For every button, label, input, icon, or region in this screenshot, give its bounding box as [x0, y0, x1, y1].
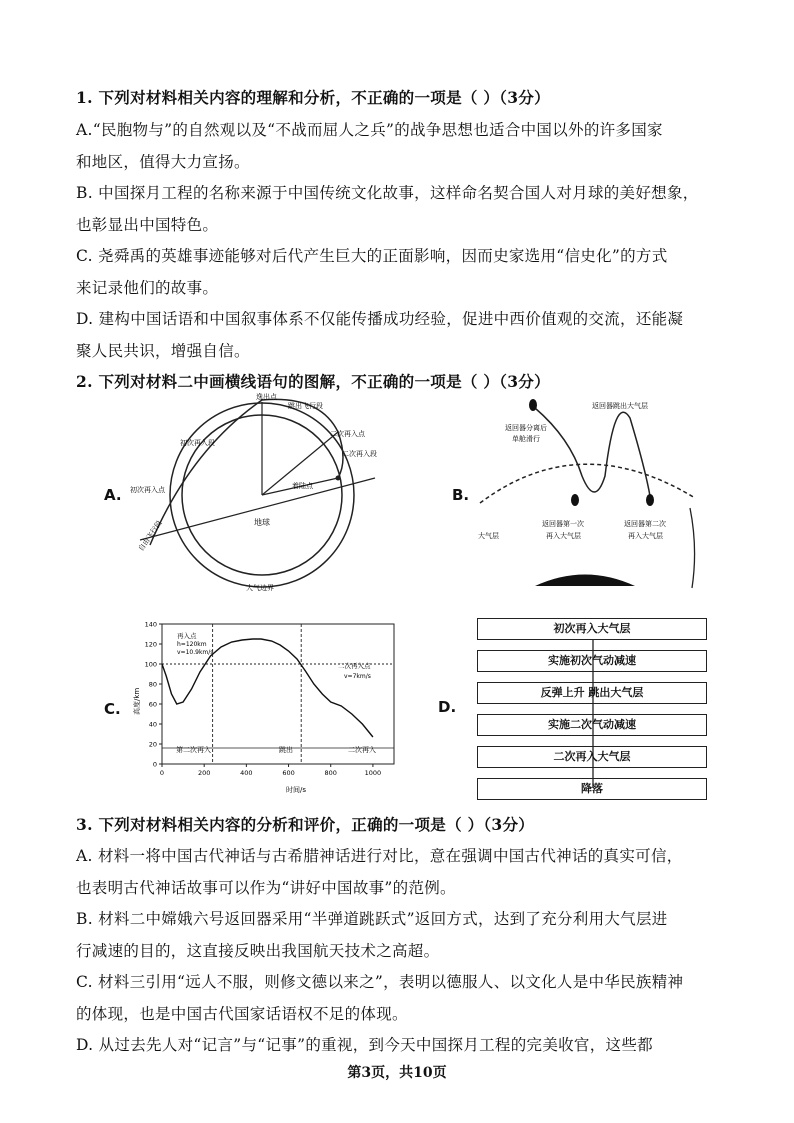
fig-d-letter: D.	[438, 698, 457, 716]
q1-option-b-line2: 也彰显出中国特色。	[76, 216, 219, 234]
earth-edge	[690, 508, 695, 588]
label-jump-out: 返回器跳出大气层	[592, 402, 648, 410]
flow-step-5: 二次再入大气层	[477, 746, 707, 768]
chart-ytick-label: 60	[148, 700, 157, 709]
q1-option-b-line1: B. 中国探月工程的名称来源于中国传统文化故事，这样命名契合国人对月球的美好想象，	[76, 184, 699, 202]
q1-option-d-line2: 聚人民共识，增强自信。	[76, 342, 250, 360]
q1-option-d-line1: D. 建构中国话语和中国叙事体系不仅能传播成功经验，促进中西价值观的交流，还能凝	[76, 310, 684, 328]
chart-xtick-label: 200	[197, 769, 211, 777]
label-second-entry-seg: 二次再入段	[342, 450, 377, 458]
chart-second-v: v=7km/s	[344, 673, 371, 680]
flow-step-4: 实施二次气动减速	[477, 714, 707, 736]
earth-cap	[535, 575, 635, 587]
q3-option-b-line1: B. 材料二中嫦娥六号返回器采用“半弹道跳跃式”返回方式，达到了充分利用大气层进	[76, 910, 668, 928]
label-boundary: 大气边界	[246, 584, 274, 592]
fig-a-letter: A.	[104, 486, 122, 504]
q3-option-a-line2: 也表明古代神话故事可以作为“讲好中国故事”的范例。	[76, 879, 456, 897]
chart-phase-2: 跳出	[279, 746, 293, 754]
chart-xtick-label: 1000	[364, 769, 382, 777]
label-skip: 跳出飞行段	[288, 402, 323, 410]
q3-option-c-line2: 的体现，也是中国古代国家话语权不足的体现。	[76, 1005, 408, 1023]
chart-ytick-label: 140	[144, 620, 157, 629]
label-first-entry-pt: 初次再入点	[130, 486, 165, 494]
chart-reentry-v: v=10.9km/s	[177, 649, 214, 656]
chart-xtick-label: 800	[324, 769, 337, 777]
chart-ytick-label: 80	[148, 680, 157, 689]
q1-option-c-line1: C. 尧舜禹的英雄事迹能够对后代产生巨大的正面影响，因而史家选用“信史化”的方式	[76, 247, 668, 265]
label-separate-1: 返回器分离后	[505, 424, 547, 432]
fig-a-diagram	[120, 390, 390, 600]
chart-phase-3: 二次再入	[348, 746, 376, 754]
chart-xlabel: 时间/s	[286, 786, 307, 794]
label-earth: 地球	[254, 518, 270, 527]
chart-second-label: 二次再入点	[338, 662, 371, 670]
label-free-flight: 自由飞行段	[137, 519, 164, 553]
chart-ytick-label: 100	[144, 660, 157, 669]
chart-ytick-label: 40	[148, 720, 157, 729]
label-first-1: 返回器第一次	[542, 520, 584, 528]
flow-step-6: 降落	[477, 778, 707, 800]
label-first-2: 再入大气层	[546, 532, 581, 540]
atmosphere-arc	[480, 464, 695, 503]
q3-option-c-line1: C. 材料三引用“远人不服，则修文德以来之”，表明以德服人、以文化人是中华民族精神	[76, 973, 684, 991]
capsule-second-entry	[646, 494, 654, 506]
label-second-entry-pt: 二次再入点	[330, 430, 365, 438]
chart-xtick-label: 400	[240, 769, 253, 777]
q1-option-a-line2: 和地区，值得大力宣扬。	[76, 153, 250, 171]
chart-phase-1: 第二次再入	[176, 746, 211, 754]
q1-option-c-line2: 来记录他们的故事。	[76, 279, 219, 297]
chart-reentry-label: 再入点	[177, 632, 197, 640]
label-first-entry-seg: 初次再入段	[180, 439, 215, 447]
flow-step-3: 反弹上升 跳出大气层	[477, 682, 707, 704]
label-exit: 逸出点	[256, 393, 277, 401]
chart-ytick-label: 120	[144, 640, 157, 649]
q3-stem: 3. 下列对材料相关内容的分析和评价，正确的一项是（ ）（3分）	[76, 815, 535, 834]
q2-stem: 2. 下列对材料二中画横线语句的图解，不正确的一项是（ ）（3分）	[76, 372, 550, 391]
page-footer: 第3页，共10页	[347, 1065, 447, 1081]
q3-option-d-line1: D. 从过去先人对“记言”与“记事”的重视，到今天中国探月工程的完美收官，这些都	[76, 1036, 653, 1054]
capsule-first-entry	[571, 494, 579, 506]
flow-step-1: 初次再入大气层	[477, 618, 707, 640]
capsule-start	[529, 399, 537, 411]
chart-ytick-label: 20	[148, 740, 157, 749]
q1-stem: 1. 下列对材料相关内容的理解和分析，不正确的一项是（ ）（3分）	[76, 88, 550, 107]
q1-option-a-line1: A.“民胞物与”的自然观以及“不战而屈人之兵”的战争思想也适合中国以外的许多国家	[76, 121, 663, 139]
tangent-line	[140, 478, 375, 540]
fig-c-letter: C.	[104, 700, 121, 718]
label-second-1: 返回器第二次	[624, 520, 666, 528]
fig-c-chart	[124, 616, 406, 796]
return-trajectory	[535, 408, 650, 496]
chart-ylabel: 高度/km	[133, 687, 141, 715]
q3-option-a-line1: A. 材料一将中国古代神话与古希腊神话进行对比，意在强调中国古代神话的真实可信，	[76, 847, 683, 865]
q3-option-b-line2: 行减速的目的，这直接反映出我国航天技术之高超。	[76, 942, 440, 960]
fig-b-letter: B.	[452, 486, 470, 504]
landing-dot	[336, 476, 341, 481]
trajectory-curve	[150, 399, 343, 545]
chart-xtick-label: 600	[282, 769, 295, 777]
label-second-2: 再入大气层	[628, 532, 663, 540]
chart-xtick-label: 0	[159, 769, 165, 777]
label-landing: 着陆点	[292, 482, 313, 490]
fig-b-diagram	[470, 388, 710, 593]
label-atmosphere: 大气层	[478, 532, 499, 540]
chart-reentry-h: h=120km	[177, 641, 207, 648]
flow-step-2: 实施初次气动减速	[477, 650, 707, 672]
chart-ytick-label: 0	[152, 760, 157, 769]
label-separate-2: 单舱滑行	[512, 435, 540, 443]
